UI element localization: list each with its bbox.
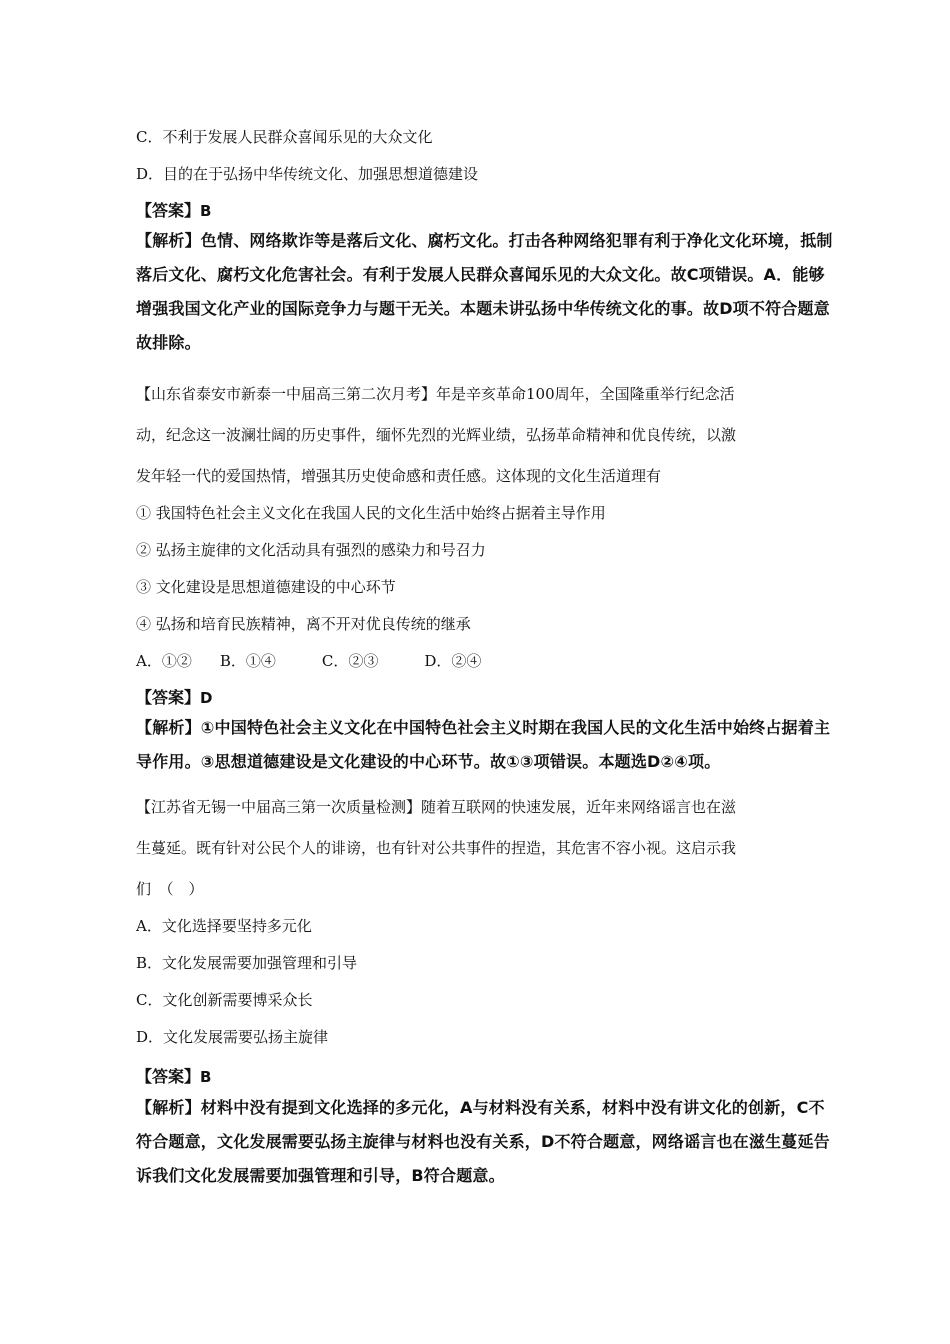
question2-option-a: A．①② [136, 652, 192, 670]
question3-option-b: B．文化发展需要加强管理和引导 [136, 954, 358, 972]
question3-analysis-line: 诉我们文化发展需要加强管理和引导，B符合题意。 [136, 1166, 505, 1185]
question3-stem-line: 【江苏省无锡一中届高三第一次质量检测】随着互联网的快速发展，近年来网络谣言也在滋 [136, 798, 737, 816]
question2-statement: ④ 弘扬和培育民族精神，离不开对优良传统的继承 [136, 615, 471, 633]
answer-value: B [200, 1068, 212, 1086]
question2-statement: ③ 文化建设是思想道德建设的中心环节 [136, 578, 396, 596]
question3-stem-line: 们 （ ） [136, 880, 204, 898]
question2-analysis-line: 导作用。③思想道德建设是文化建设的中心环节。故①③项错误。本题选D②④项。 [136, 752, 721, 771]
question2-option-c: C．②③ [321, 652, 379, 670]
answer-value: D [200, 689, 213, 707]
question3-answer [136, 1067, 211, 1087]
question2-statement: ① 我国特色社会主义文化在我国人民的文化生活中始终占据着主导作用 [136, 504, 606, 522]
question1-analysis-line: 【解析】色情、网络欺诈等是落后文化、腐朽文化。打击各种网络犯罪有利于净化文化环境，抵制 [136, 231, 833, 250]
question3-option-a: A．文化选择要坚持多元化 [136, 917, 312, 935]
answer-label: 【答案】 [136, 1067, 201, 1086]
question3-analysis-line: 【解析】材料中没有提到文化选择的多元化，A与材料没有关系，材料中没有讲文化的创新，C不 [136, 1098, 825, 1117]
question3-stem-line: 生蔓延。既有针对公民个人的诽谤，也有针对公共事件的捏造，其危害不容小视。这启示我 [136, 839, 737, 857]
question2-stem-line: 动，纪念这一波澜壮阔的历史事件，缅怀先烈的光辉业绩，弘扬革命精神和优良传统，以激 [136, 426, 737, 444]
question1-analysis-line: 增强我国文化产业的国际竞争力与题干无关。本题未讲弘扬中华传统文化的事。故D项不符合题意 [136, 299, 830, 318]
question1-analysis-line: 故排除。 [136, 333, 201, 352]
answer-value: B [200, 202, 212, 220]
question1-option-d: D．目的在于弘扬中华传统文化、加强思想道德建设 [136, 165, 479, 183]
answer-label: 【答案】 [136, 688, 201, 707]
question3-option-c: C．文化创新需要博采众长 [136, 991, 313, 1009]
question2-stem-line: 【山东省泰安市新泰一中届高三第二次月考】年是辛亥革命100周年，全国隆重举行纪念活 [136, 385, 735, 403]
answer-label: 【答案】 [136, 201, 201, 220]
question1-option-c: C．不利于发展人民群众喜闻乐见的大众文化 [136, 128, 433, 146]
question3-option-d: D．文化发展需要弘扬主旋律 [136, 1028, 329, 1046]
question3-analysis-line: 符合题意，文化发展需要弘扬主旋律与材料也没有关系，D不符合题意，网络谣言也在滋生蔓延告 [136, 1132, 830, 1151]
question1-answer [136, 201, 211, 221]
question2-option-b: B．①④ [219, 652, 276, 670]
question2-analysis-line: 【解析】①中国特色社会主义文化在中国特色社会主义时期在我国人民的文化生活中始终占据着主 [136, 718, 831, 737]
question2-option-d: D．②④ [424, 652, 482, 670]
question2-stem-line: 发年轻一代的爱国热情，增强其历史使命感和责任感。这体现的文化生活道理有 [136, 467, 662, 485]
question2-answer [136, 688, 212, 708]
question2-options [136, 651, 481, 671]
question1-analysis-line: 落后文化、腐朽文化危害社会。有利于发展人民群众喜闻乐见的大众文化。故C项错误。A．能够 [136, 265, 825, 284]
question2-statement: ② 弘扬主旋律的文化活动具有强烈的感染力和号召力 [136, 541, 486, 559]
